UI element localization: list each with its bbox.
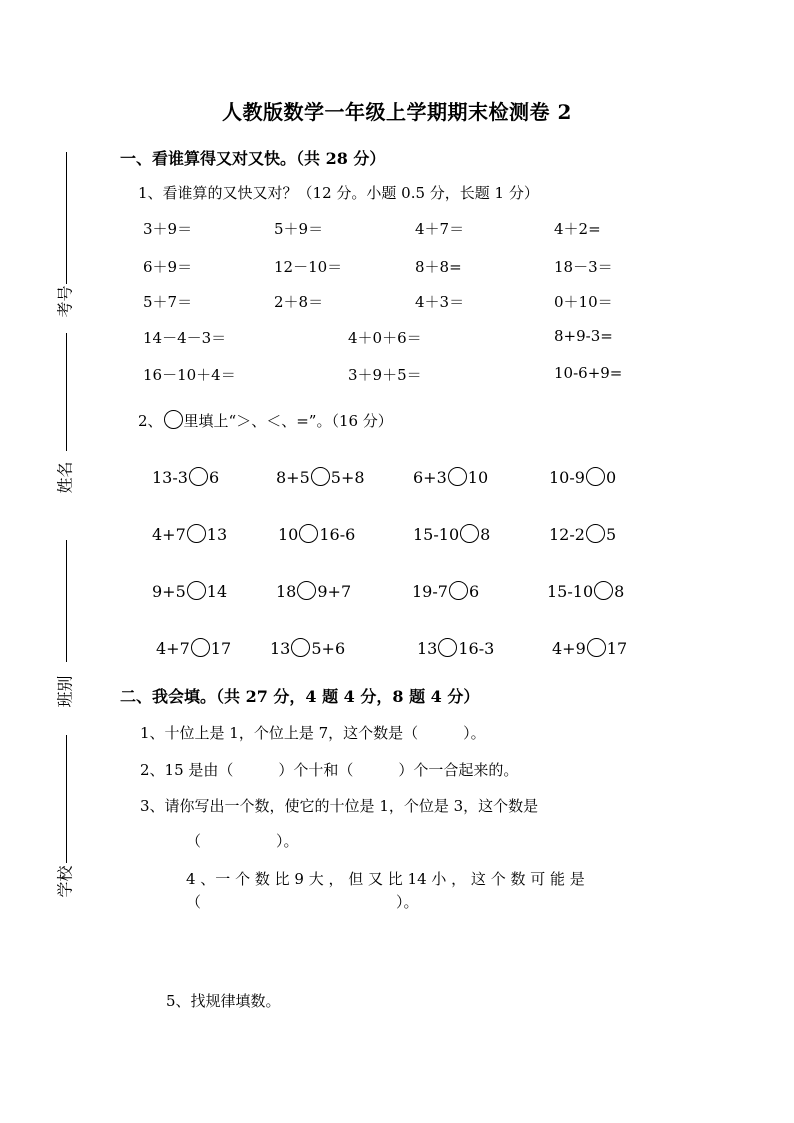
comparison-left: 4+7 [152,525,186,544]
answer-circle[interactable] [291,638,310,657]
comparison-right: 10 [467,468,489,487]
answer-circle[interactable] [187,524,206,543]
arith-cell: 16－10＋4＝ [143,366,236,384]
comparison-item [152,467,219,487]
answer-circle[interactable] [587,638,606,657]
comparison-item [276,581,351,601]
arith-cell: 8+9-3= [554,327,613,345]
circle-icon [164,410,183,429]
arith-cell: 10-6+9= [554,364,623,382]
binding-line-4 [66,735,67,863]
school-label: 学校 [55,865,75,898]
answer-circle[interactable] [594,581,613,600]
arith-cell: 5＋9＝ [274,220,324,238]
answer-circle[interactable] [448,467,467,486]
binding-line-2 [66,333,67,451]
comparison-right: 5+8 [330,468,365,487]
fill-question-2: 2、15 是由（ ）个十和（ ）个一合起来的。 [140,761,519,779]
comparison-left: 13-3 [152,468,188,487]
arith-cell: 2＋8＝ [274,293,324,311]
fill-question-4: 4 、一 个 数 比 9 大 ， 但 又 比 14 小 ， 这 个 数 可 能 是 [186,870,585,888]
fill-question-4-answer: （ ）。 [186,893,419,911]
comparison-left: 13 [270,639,291,658]
arith-cell: 6＋9＝ [143,258,193,276]
comparison-right: 6 [208,468,220,487]
comparison-item [270,638,345,658]
arith-cell: 3＋9＝ [143,220,193,238]
comparison-item [547,581,624,601]
name-label: 姓名 [55,461,75,494]
question-1-prompt: 1、看谁算的又快又对？（12 分。小题 0.5 分，长题 1 分） [138,184,539,202]
answer-circle[interactable] [297,581,316,600]
fill-question-3: 3、请你写出一个数，使它的十位是 1，个位是 3，这个数是 [140,797,539,815]
answer-circle[interactable] [187,581,206,600]
answer-circle[interactable] [299,524,318,543]
page-title: 人教版数学一年级上学期期末检测卷 2 [222,100,572,124]
comparison-right: 0 [605,468,617,487]
arith-cell: 4＋3＝ [415,293,465,311]
comparison-item [549,524,616,544]
comparison-item [412,581,479,601]
comparison-left: 8+5 [276,468,310,487]
fill-question-5: 5、找规律填数。 [166,992,281,1010]
comparison-left: 15-10 [547,582,594,601]
comparison-right: 5+6 [311,639,346,658]
comparison-item [278,524,355,544]
answer-circle[interactable] [586,524,605,543]
comparison-right: 16-3 [458,639,495,658]
question-2-prompt [138,410,393,431]
comparison-item [152,581,227,601]
comparison-left: 9+5 [152,582,186,601]
comparison-right: 5 [605,525,617,544]
comparison-left: 4+7 [156,639,190,658]
answer-circle[interactable] [438,638,457,657]
comparison-item [156,638,231,658]
comparison-right: 17 [606,639,628,658]
arith-cell: 18－3＝ [554,258,613,276]
question-2-text: 里填上“＞、＜、=”。（16 分） [183,412,393,430]
comparison-item [417,638,494,658]
answer-circle[interactable] [191,638,210,657]
arith-cell: 8＋8= [415,258,462,276]
answer-circle[interactable] [586,467,605,486]
answer-circle[interactable] [460,524,479,543]
comparison-right: 17 [210,639,232,658]
comparison-left: 10-9 [549,468,585,487]
comparison-left: 4+9 [552,639,586,658]
comparison-right: 8 [614,582,625,601]
comparison-left: 10 [278,525,299,544]
section-2-heading: 二、我会填。（共 27 分，4 题 4 分，8 题 4 分） [120,687,480,706]
comparison-left: 13 [417,639,438,658]
comparison-right: 14 [206,582,228,601]
answer-circle[interactable] [449,581,468,600]
binding-line-3 [66,540,67,662]
comparison-right: 13 [206,525,228,544]
comparison-item [413,524,490,544]
comparison-left: 6+3 [413,468,447,487]
comparison-item [549,467,616,487]
comparison-left: 19-7 [412,582,448,601]
comparison-right: 6 [468,582,480,601]
arith-cell: 0＋10＝ [554,293,613,311]
arith-cell: 4＋7＝ [415,220,465,238]
fill-question-1: 1、十位上是 1，个位上是 7，这个数是（ ）。 [140,724,486,742]
fill-question-3-answer: （ ）。 [186,832,299,850]
comparison-item [413,467,488,487]
comparison-left: 15-10 [413,525,460,544]
comparison-item [552,638,627,658]
arith-cell: 12－10＝ [274,258,343,276]
comparison-left: 18 [276,582,297,601]
section-1-heading: 一、看谁算得又对又快。（共 28 分） [120,149,386,168]
binding-line-1 [66,152,67,284]
question-2-number: 2、 [138,412,163,430]
class-label: 班别 [55,675,75,708]
arith-cell: 3＋9＋5＝ [348,366,422,384]
arith-cell: 4＋0＋6＝ [348,329,422,347]
arith-cell: 5＋7＝ [143,293,193,311]
comparison-right: 8 [480,525,491,544]
arith-cell: 14－4－3＝ [143,329,227,347]
exam-number-label: 考号 [55,285,75,318]
answer-circle[interactable] [311,467,330,486]
comparison-item [152,524,227,544]
answer-circle[interactable] [189,467,208,486]
comparison-right: 16-6 [319,525,356,544]
comparison-right: 9+7 [317,582,352,601]
comparison-item [276,467,365,487]
arith-cell: 4＋2= [554,220,601,238]
comparison-left: 12-2 [549,525,585,544]
